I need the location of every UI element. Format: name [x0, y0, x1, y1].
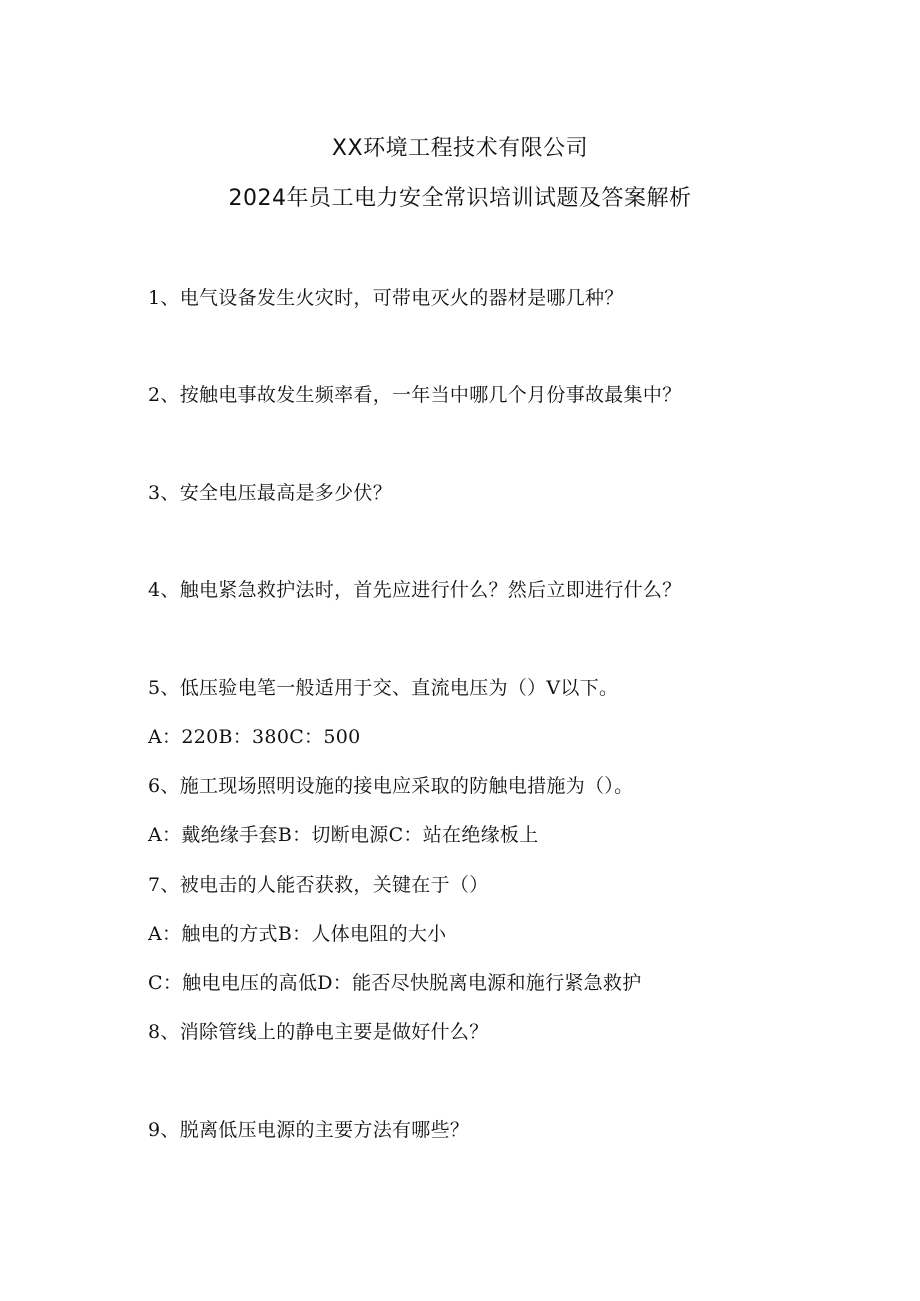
question-6: 6、施工现场照明设施的接电应采取的防触电措施为（）。 — [148, 775, 634, 797]
question-2: 2、按触电事故发生频率看，一年当中哪几个月份事故最集中？ — [148, 384, 682, 406]
question-1: 1、电气设备发生火灾时，可带电灭火的器材是哪几种？ — [148, 287, 624, 309]
question-3: 3、安全电压最高是多少伏？ — [148, 482, 392, 504]
question-7-options-ab: A：触电的方式B：人体电阻的大小 — [148, 923, 447, 945]
question-9: 9、脱离低压电源的主要方法有哪些？ — [148, 1119, 470, 1141]
question-8: 8、消除管线上的静电主要是做好什么？ — [148, 1021, 489, 1043]
question-5: 5、低压验电笔一般适用于交、直流电压为（）V以下。 — [148, 677, 619, 699]
company-title: XX环境工程技术有限公司 — [331, 136, 589, 161]
question-4: 4、触电紧急救护法时，首先应进行什么？然后立即进行什么？ — [148, 579, 682, 601]
question-7: 7、被电击的人能否获救，关键在于（） — [148, 874, 489, 896]
document-title: 2024年员工电力安全常识培训试题及答案解析 — [228, 186, 692, 211]
question-5-options: A：220B：380C：500 — [148, 726, 361, 748]
question-6-options: A：戴绝缘手套B：切断电源C：站在绝缘板上 — [148, 824, 539, 846]
question-7-options-cd: C：触电电压的高低D：能否尽快脱离电源和施行紧急救护 — [148, 972, 642, 994]
